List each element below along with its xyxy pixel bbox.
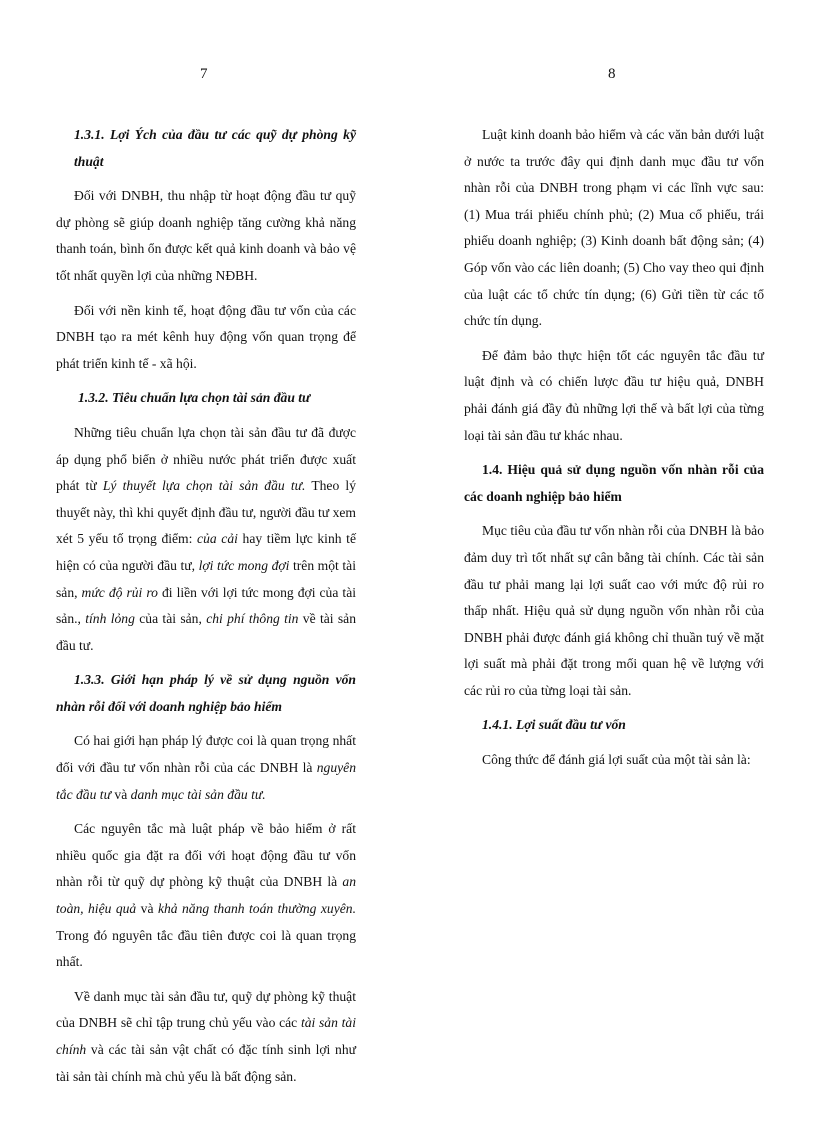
- paragraph: Mục tiêu của đầu tư vốn nhàn rỗi của DNBH là bảo đảm duy trì tốt nhất sự cân bằng tài chính. Các tài sản đầu tư phải mang lại lợi suất cao với mức độ rủi ro thấp nhất. Hiệu quả sử dụng nguồn vốn nhàn rỗi của DNBH phải được đánh giá không chỉ thuần tuý về mặt lợi suất mà phải đặt trong mối quan hệ về lượng với các rủi ro của từng loại tài sản.: [464, 523, 764, 698]
- heading-1-4: 1.4. Hiệu quả sử dụng nguồn vốn nhàn rỗi của các doanh nghiệp bảo hiểm: [464, 462, 764, 504]
- paragraph: Luật kinh doanh bảo hiểm và các văn bản dưới luật ở nước ta trước đây qui định danh mục đầu tư vốn nhàn rỗi của DNBH trong phạm vi các lĩnh vực sau: (1) Mua trái phiếu chính phủ; (2) Mua cổ phiếu, trái phiếu doanh nghiệp; (3) Kinh doanh bất động sản; (4) Góp vốn vào các liên doanh; (5) Cho vay theo qui định của luật các tổ chức tín dụng; (6) Gửi tiền từ các tổ chức tín dụng.: [464, 127, 764, 329]
- paragraph: Để đảm bảo thực hiện tốt các nguyên tắc đầu tư luật định và có chiến lược đầu tư hiệu quả, DNBH phải đánh giá đầy đủ những lợi thế và bất lợi của từng loại tài sản đầu tư khác nhau.: [464, 347, 764, 443]
- paragraph: Có hai giới hạn pháp lý được coi là quan trọng nhất đối với đầu tư vốn nhàn rỗi của các DNBH là nguyên tắc đầu tư và danh mục tài sản đầu tư.: [56, 733, 356, 802]
- paragraph: Các nguyên tắc mà luật pháp về bảo hiểm ở rất nhiều quốc gia đặt ra đối với hoạt động đầu tư vốn nhàn rỗi từ quỹ dự phòng kỹ thuật của DNBH là an toàn, hiệu quả và khả năng thanh toán thường xuyên. Trong đó nguyên tắc đầu tiên được coi là quan trọng nhất.: [56, 821, 356, 970]
- paragraph: Những tiêu chuẩn lựa chọn tài sản đầu tư đã được áp dụng phổ biến ở nhiều nước phát triển được xuất phát từ Lý thuyết lựa chọn tài sản đầu tư. Theo lý thuyết này, thì khi quyết định đầu tư, người đầu tư xem xét 5 yếu tố trọng điểm: của cải hay tiềm lực kinh tế hiện có của người đầu tư, lợi tức mong đợi trên một tài sản, mức độ rủi ro đi liền với lợi tức mong đợi của tài sản., tính lỏng của tài sản, chi phí thông tin về tài sản đầu tư.: [56, 424, 356, 653]
- paragraph: Về danh mục tài sản đầu tư, quỹ dự phòng kỹ thuật của DNBH sẽ chỉ tập trung chủ yếu vào các tài sản tài chính và các tài sản vật chất có đặc tính sinh lợi như tài sản tài chính mà chủ yếu là bất động sản.: [56, 988, 356, 1084]
- page-number-left: 7: [200, 66, 208, 82]
- paragraph: Công thức để đánh giá lợi suất của một tài sản là:: [482, 752, 751, 768]
- heading-1-3-3: 1.3.3. Giới hạn pháp lý về sử dụng nguồn vốn nhàn rỗi đối với doanh nghiệp bảo hiểm: [56, 672, 356, 714]
- heading-1-3-2: 1.3.2. Tiêu chuẩn lựa chọn tài sản đầu tư: [78, 390, 311, 406]
- paragraph: Đối với nền kinh tế, hoạt động đầu tư vốn của các DNBH tạo ra mét kênh huy động vốn quan trọng để phát triển kinh tế - xã hội.: [56, 302, 356, 371]
- page-number-right: 8: [608, 66, 616, 82]
- paragraph: Đối với DNBH, thu nhập từ hoạt động đầu tư quỹ dự phòng sẽ giúp doanh nghiệp tăng cường khả năng thanh toán, bình ổn được kết quả kinh doanh và bảo vệ tốt nhất quyền lợi của những NĐBH.: [56, 188, 356, 283]
- left-column: [56, 122, 356, 1098]
- heading-1-3-1: 1.3.1. Lợi Ých của đầu tư các quỹ dự phòng kỹ thuật: [74, 127, 356, 169]
- right-column: [464, 122, 764, 782]
- heading-1-4-1: 1.4.1. Lợi suất đầu tư vốn: [482, 717, 626, 733]
